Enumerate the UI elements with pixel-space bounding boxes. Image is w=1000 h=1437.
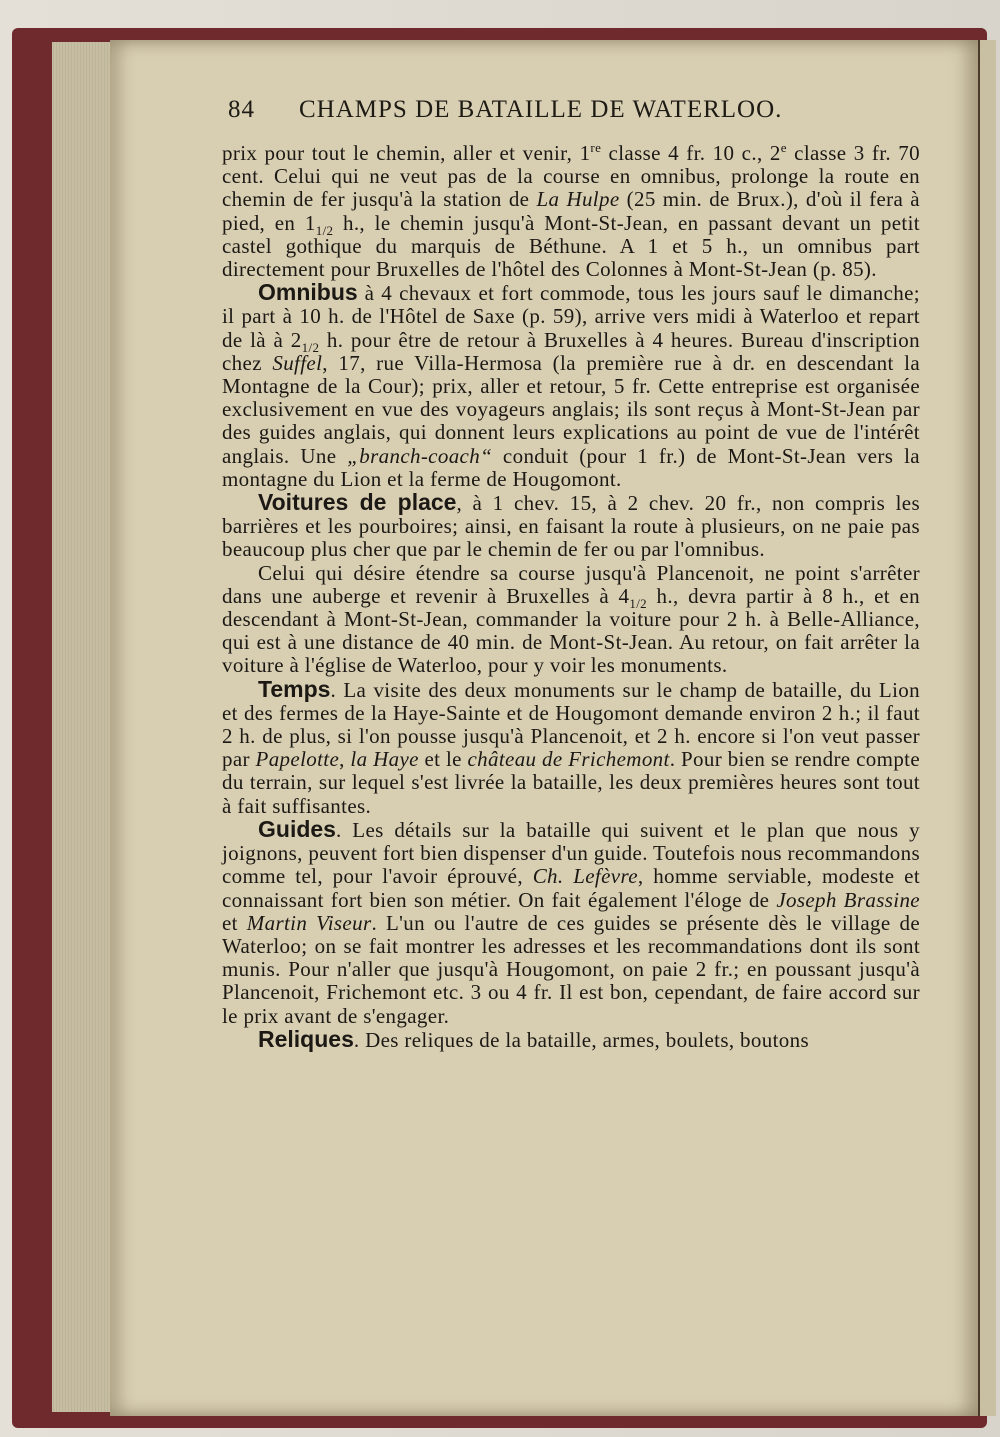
text-run: ,	[339, 747, 351, 772]
place-name: château de Frichemont	[467, 747, 670, 772]
text-run: h., devra partir à 8 h., et en descendant à Mont-St-Jean, commander la voiture pour 2 h. à Belle-Alliance, qui est à une distance de 40 min. de Mont-St-Jean. Au retour, on fait arrêter la voiture à l'église de Waterloo, pour y voir les monuments.	[222, 583, 920, 678]
text-run: h. pour être de retour à Bruxelles à 4 heures. Bureau d'inscription chez	[222, 327, 920, 375]
page-body	[222, 142, 920, 1052]
running-header	[228, 96, 928, 124]
text-run: (25 min. de Brux.), d'où il fera à pied, en 1	[222, 187, 920, 235]
running-title: CHAMPS DE BATAILLE DE WATERLOO.	[299, 96, 783, 123]
paragraph-plancenoit	[222, 562, 920, 678]
text-run: conduit (pour 1 fr.) de Mont-St-Jean vers la montagne du Lion et la ferme de Hougomont.	[222, 443, 920, 491]
paragraph-reliques	[222, 1025, 920, 1052]
fraction: 1/2	[301, 339, 320, 355]
text-run: et	[222, 910, 247, 935]
paragraph-guides	[222, 815, 920, 1028]
text-run: , homme serviable, modeste et connaissant fort bien son métier. On fait également l'éloge de	[222, 864, 920, 912]
text-run: classe 4 fr. 10 c., 2	[601, 141, 781, 165]
fraction: 1/2	[315, 222, 334, 238]
text-run: , 17, rue Villa-Hermosa (la première rue à dr. en descendant la Montagne de la Cour); prix, aller et retour, 5 fr. Cette entreprise est organisée exclusivement en vue des voyageurs anglais; ils sont reçus à Mont-St-Jean par des guides anglais, qui donnent leurs explications au point de vue de l'intérêt anglais. Une	[222, 350, 921, 468]
paragraph-temps	[222, 675, 921, 818]
person-name: Martin Viseur	[246, 910, 372, 935]
person-name: Ch. Lefèvre	[532, 864, 638, 889]
text-run: . Des reliques de la bataille, armes, boulets, boutons	[353, 1027, 809, 1052]
paragraph-voitures	[222, 491, 920, 562]
text-run: . Pour bien se rendre compte du terrain, sur lequel s'est livrée la bataille, les deux premières heures sont tout à fait suffisantes.	[222, 747, 921, 818]
section-keyword: Temps	[258, 675, 331, 702]
text-run: Celui qui désire étendre sa course jusqu'à Plancenoit, ne point s'arrêter dans une auberge et revenir à Bruxelles à 4	[222, 560, 920, 608]
text-run: prix pour tout le chemin, aller et venir, 1	[222, 141, 591, 165]
superscript: re	[590, 140, 602, 155]
text-run: . L'un ou l'autre de ces guides se présente dès le village de Waterloo; on se fait montrer les adresses et les recommandations dont ils sont munis. Pour n'aller que jusqu'à Hougomont, on paie 2 fr.; en poussant jusqu'à Plancenoit, Frichemont etc. 3 ou 4 fr. Il est bon, cependant, de faire accord sur le prix avant de s'engager.	[222, 910, 920, 1028]
person-name: Suffel	[272, 350, 323, 375]
quoted-term: „branch-coach“	[347, 443, 493, 468]
place-name: la Haye	[350, 747, 419, 772]
text-run: . La visite des deux monuments sur le champ de bataille, du Lion et des fermes de la Haye-Sainte et de Hougomont demande environ 2 h.; il faut 2 h. de plus, si l'on pousse jusqu'à Plancenoit, et 2 h. encore si l'on veut passer par	[222, 677, 920, 772]
page-edges	[52, 42, 112, 1412]
text-run: h., le chemin jusqu'à Mont-St-Jean, en passant devant un petit castel gothique du marquis de Béthune. A 1 et 5 h., un omnibus part directement pour Bruxelles de l'hôtel des Colonnes à Mont-St-Jean (p. 85).	[222, 210, 920, 282]
place-name: La Hulpe	[536, 187, 620, 212]
paragraph-1	[222, 142, 920, 281]
text-run: . Les détails sur la bataille qui suivent et le plan que nous y joignons, peuvent fort bien dispenser d'un guide. Toutefois nous recommandons comme tel, pour l'avoir éprouvé,	[222, 817, 920, 889]
section-keyword: Reliques	[258, 1025, 354, 1052]
text-run: et le	[418, 747, 468, 772]
text-run: classe 3 fr. 70 cent. Celui qui ne veut pas de la course en omnibus, prolonge la route en chemin de fer jusqu'à la station de	[222, 141, 920, 212]
superscript: e	[780, 140, 787, 155]
person-name: Joseph Brassine	[776, 887, 920, 912]
section-keyword: Guides	[258, 815, 336, 842]
paragraph-omnibus	[222, 281, 920, 491]
text-run: à 4 chevaux et fort commode, tous les jours sauf le dimanche; il part à 10 h. de l'Hôtel de Saxe (p. 59), arrive vers midi à Waterloo et repart de là à 2	[222, 281, 920, 352]
place-name: Papelotte	[255, 747, 340, 772]
text-run: , à 1 chev. 15, à 2 chev. 20 fr., non compris les barrières et les pourboires; ainsi, en faisant la route à plusieurs, on ne paie pas beaucoup plus cher que par le chemin de fer ou par l'omnibus.	[222, 491, 920, 562]
fraction: 1/2	[629, 596, 648, 612]
section-keyword: Omnibus	[258, 279, 358, 306]
page-number: 84	[228, 96, 255, 123]
section-keyword: Voitures de place	[258, 489, 457, 516]
facing-page-edge	[978, 40, 996, 1416]
